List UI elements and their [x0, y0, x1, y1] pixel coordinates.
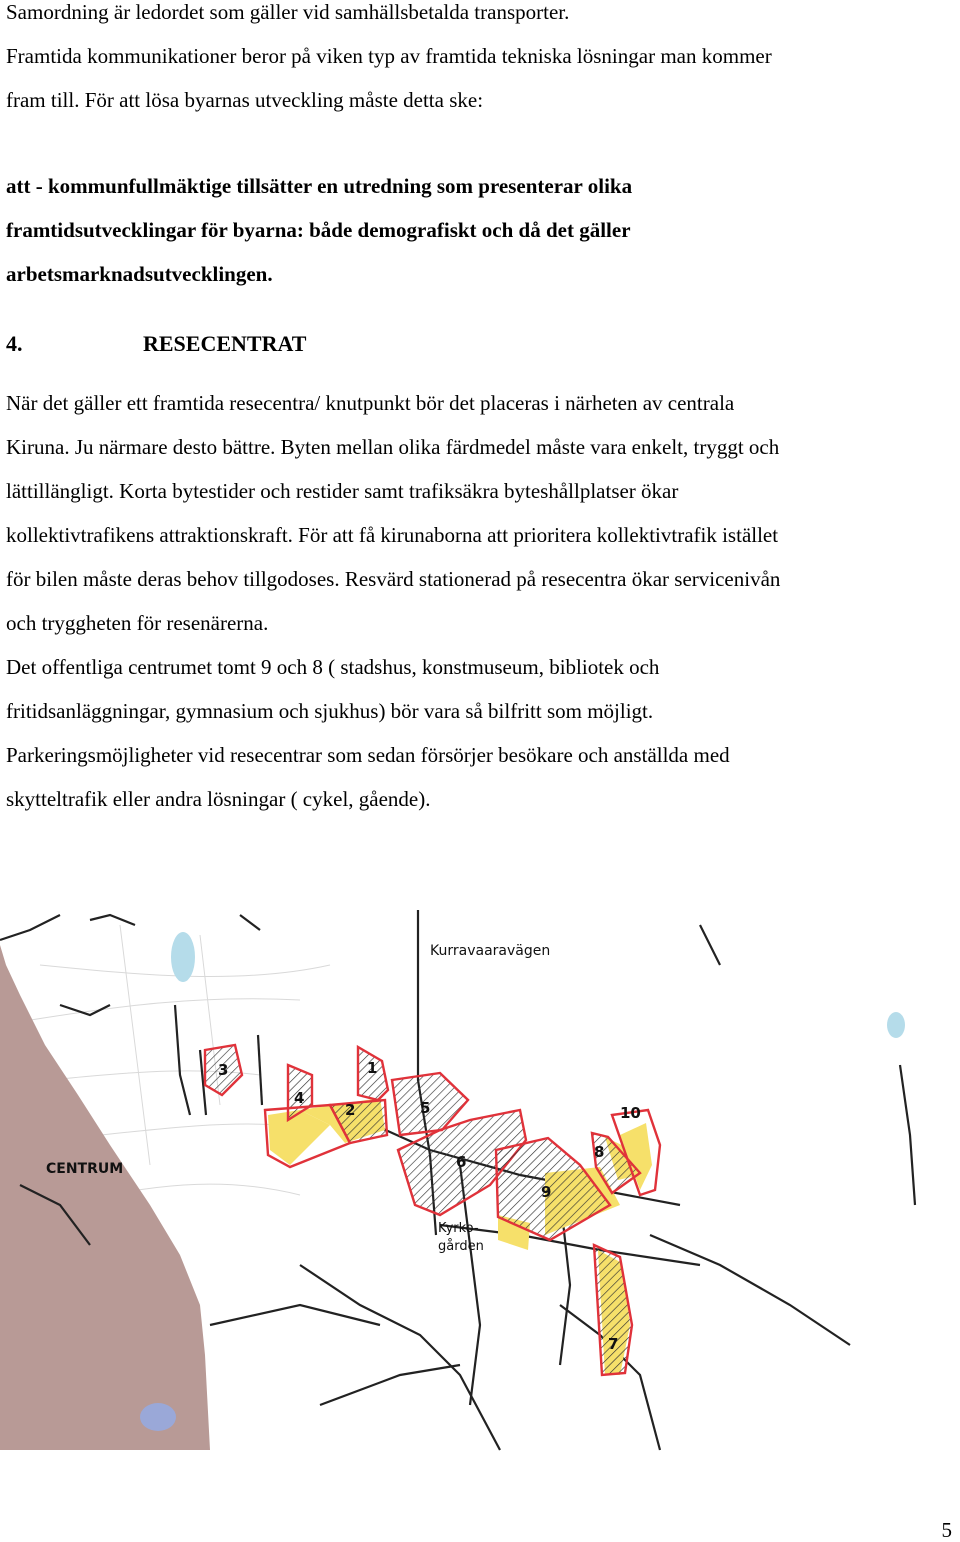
body-line: Det offentliga centrumet tomt 9 och 8 ( stadshus, konstmuseum, bibliotek och [6, 655, 660, 679]
blue-spot [140, 1403, 176, 1431]
body-line: skytteltrafik eller andra lösningar ( cykel, gående). [6, 787, 431, 811]
intro-line: Framtida kommunikationer beror på viken typ av framtida tekniska lösningar man kommer [6, 44, 772, 68]
road-label: Kurravaaravägen [430, 943, 551, 959]
att-line: att - kommunfullmäktige tillsätter en utredning som presenterar olika [6, 174, 633, 198]
body-line: Kiruna. Ju närmare desto bättre. Byten mellan olika färdmedel måste vara enkelt, tryggt och [6, 435, 780, 459]
plot-9 [496, 1138, 610, 1240]
plot-number: 9 [541, 1183, 552, 1201]
plot-number: 4 [294, 1089, 305, 1107]
plot-map [0, 905, 960, 1453]
body-line: Parkeringsmöjligheter vid resecentrar som sedan försörjer besökare och anställda med [6, 743, 730, 767]
section-number: 4. [6, 331, 23, 356]
body-line: När det gäller ett framtida resecentra/ knutpunkt bör det placeras i närheten av centrala [6, 391, 735, 415]
section-title: RESECENTRAT [143, 331, 307, 356]
plot-number: 10 [620, 1104, 641, 1122]
centrum-label: CENTRUM [46, 1161, 124, 1177]
kyrkogarden-label [438, 1221, 484, 1254]
page-number: 5 [941, 1518, 952, 1542]
kyrkogarden-line: Kyrko- [438, 1221, 479, 1236]
att-line: arbetsmarknadsutvecklingen. [6, 262, 273, 286]
section-heading [6, 322, 306, 366]
section-body [6, 381, 956, 821]
intro-line: Samordning är ledordet som gäller vid samhällsbetalda transporter. [6, 0, 570, 24]
plot-number: 5 [420, 1099, 431, 1117]
intro-paragraph [6, 0, 956, 122]
plot-number: 7 [608, 1335, 619, 1353]
att-line: framtidsutvecklingar för byarna: både demografiskt och då det gäller [6, 218, 631, 242]
plot-number: 1 [367, 1059, 378, 1077]
plots [205, 1045, 660, 1375]
plot-number: 3 [218, 1061, 229, 1079]
kyrkogarden-line: gården [438, 1239, 484, 1254]
plot-number: 8 [594, 1143, 605, 1161]
plot-number: 2 [345, 1101, 356, 1119]
plot-number: 6 [456, 1153, 467, 1171]
att-clause [6, 164, 956, 296]
body-line: för bilen måste deras behov tillgodoses. Resvärd stationerad på resecentra ökar servicenivån [6, 567, 781, 591]
pond [887, 1012, 905, 1038]
plot-7 [594, 1245, 632, 1375]
mine-area [0, 945, 210, 1450]
intro-line: fram till. För att lösa byarnas utveckling måste detta ske: [6, 88, 484, 112]
body-line: kollektivtrafikens attraktionskraft. För att få kirunaborna att prioritera kollektivtrafik istället [6, 523, 779, 547]
body-line: fritidsanläggningar, gymnasium och sjukhus) bör vara så bilfritt som möjligt. [6, 699, 654, 723]
body-line: och tryggheten för resenärerna. [6, 611, 269, 635]
plot-2 [330, 1100, 387, 1143]
body-line: lättillängligt. Korta bytestider och restider samt trafiksäkra byteshållplatser ökar [6, 479, 679, 503]
lake [171, 932, 195, 982]
